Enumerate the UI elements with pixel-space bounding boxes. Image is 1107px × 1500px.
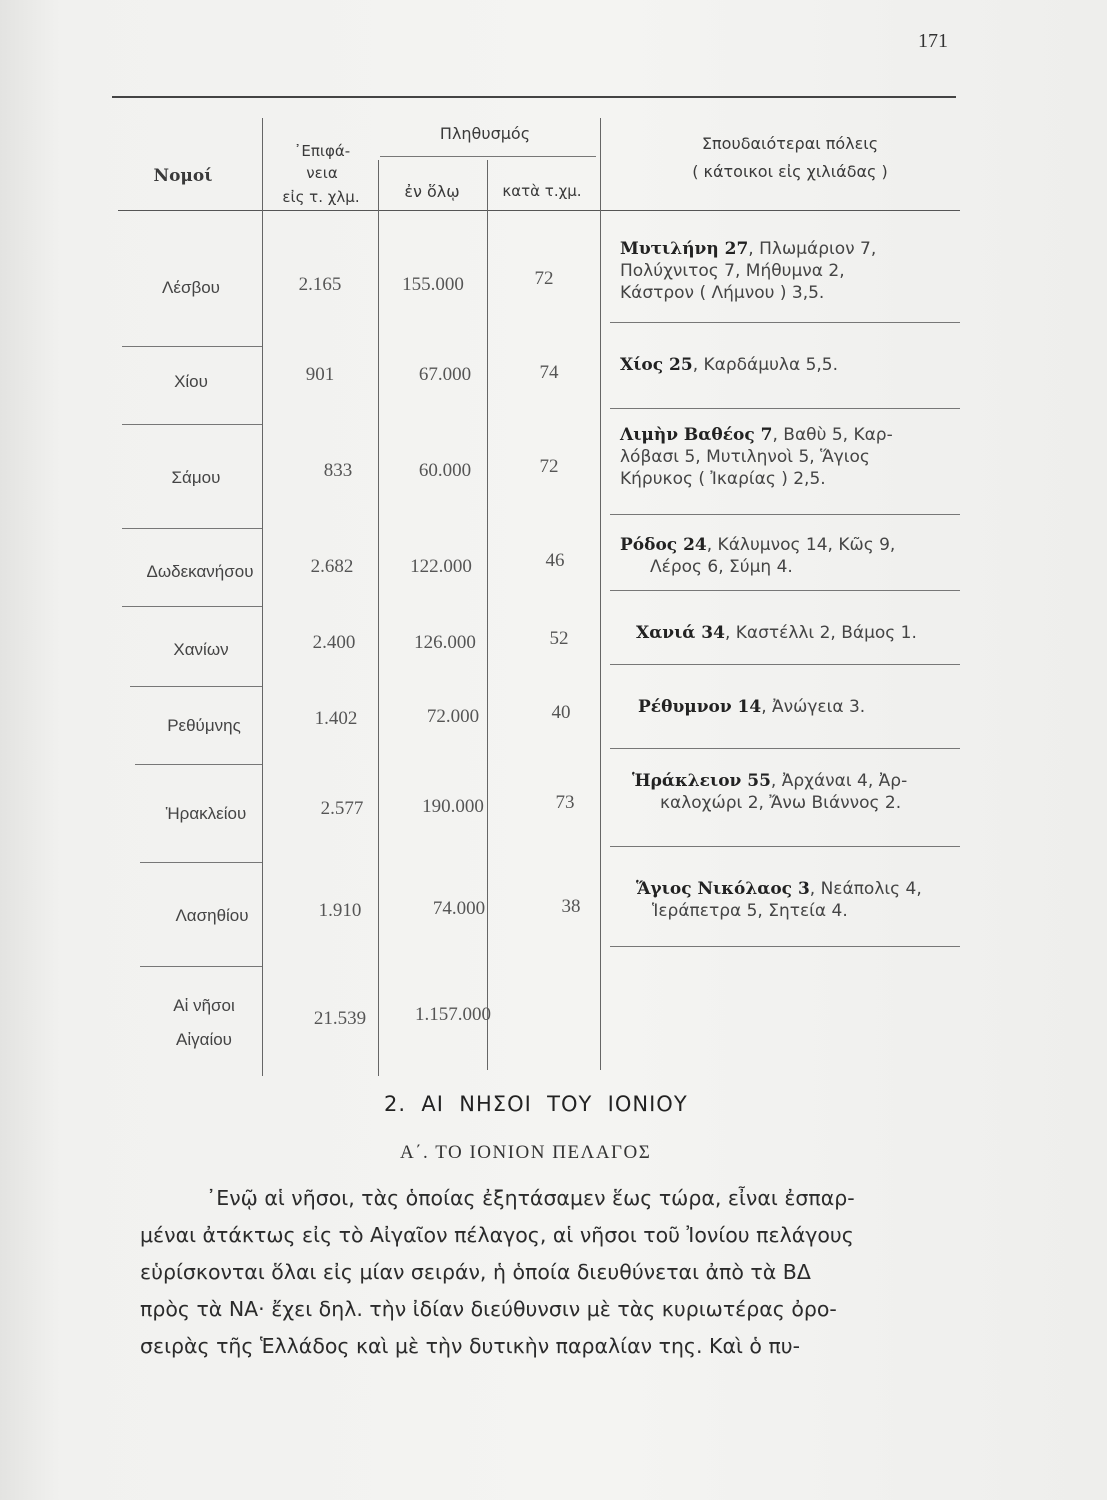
main-city: Λιμὴν Βαθέος 7 xyxy=(620,425,773,445)
row-rule xyxy=(610,664,960,665)
cities-cell xyxy=(638,696,988,718)
cities-text: , Καρδάμυλα 5,5. xyxy=(692,355,839,375)
pop-density-cell: 38 xyxy=(561,896,581,917)
area-cell: 2.165 xyxy=(298,274,342,295)
pop-total-cell: 190.000 xyxy=(422,796,484,817)
cities-cell xyxy=(620,424,970,490)
cities-text: , Ἀρχάναι 4, Ἀρ- xyxy=(770,771,908,791)
pop-total-cell: 122.000 xyxy=(410,556,472,577)
header-pop-density: κατὰ τ.χμ. xyxy=(502,182,582,200)
body-paragraph xyxy=(140,1180,1000,1365)
header-population: Πληθυσμός xyxy=(439,124,531,143)
nomos-cell: Λέσβου xyxy=(162,278,220,297)
main-city: Ρόδος 24 xyxy=(620,535,707,555)
main-city: Ἡράκλειον 55 xyxy=(632,771,771,791)
main-city: Μυτιλήνη 27 xyxy=(620,239,749,259)
cities-text: Πολύχνιτος 7, Μήθυμνα 2, xyxy=(620,261,845,281)
cities-cell xyxy=(620,534,970,578)
section-title: 2. ΑΙ ΝΗΣΟΙ ΤΟΥ ΙΟΝΙΟΥ xyxy=(384,1092,688,1116)
page-number: 171 xyxy=(918,30,948,52)
total-label-line2: Αἰγαίου xyxy=(176,1030,232,1049)
area-cell: 2.400 xyxy=(312,632,356,653)
cities-text: , Καστέλλι 2, Βάμος 1. xyxy=(724,623,917,643)
row-rule xyxy=(122,606,262,607)
header-bottom-rule xyxy=(118,210,960,211)
header-area-2: νεια xyxy=(306,164,338,182)
header-rule xyxy=(112,96,956,98)
cities-text: Λέρος 6, Σύμη 4. xyxy=(650,557,793,577)
area-cell: 1.910 xyxy=(318,900,362,921)
pop-density-cell: 40 xyxy=(551,702,571,723)
nomos-cell: Χίου xyxy=(174,372,208,391)
row-rule xyxy=(610,514,960,515)
area-cell: 1.402 xyxy=(314,708,358,729)
pop-total-cell: 126.000 xyxy=(414,632,476,653)
area-cell: 2.577 xyxy=(320,798,364,819)
row-rule xyxy=(140,966,262,967)
cities-text: , Πλωμάριον 7, xyxy=(748,239,877,259)
cities-cell xyxy=(636,878,986,922)
cities-cell xyxy=(636,622,986,644)
pop-density-cell: 52 xyxy=(549,628,569,649)
cities-text: , Βαθὺ 5, Καρ- xyxy=(772,425,893,445)
pop-total-cell: 155.000 xyxy=(402,274,464,295)
col-rule-2 xyxy=(378,160,379,1076)
cities-text: , Νεάπολις 4, xyxy=(809,879,922,899)
cities-text: λόβασι 5, Μυτιληνοὶ 5, Ἅγιος xyxy=(620,447,870,467)
row-rule xyxy=(610,408,960,409)
subheader-rule xyxy=(380,156,596,157)
header-cities-1: Σπουδαιότεραι πόλεις xyxy=(701,134,879,153)
header-cities-2: ( κάτοικοι εἰς χιλιάδας ) xyxy=(692,162,888,181)
cities-text: καλοχώρι 2, Ἄνω Βιάννος 2. xyxy=(660,793,902,813)
row-rule xyxy=(610,946,960,947)
main-city: Ἅγιος Νικόλαος 3 xyxy=(636,879,810,899)
row-rule xyxy=(122,528,262,529)
cities-text: Κήρυκος ( Ἰκαρίας ) 2,5. xyxy=(620,469,826,489)
body-line: μέναι ἀτάκτως εἰς τὸ Αἰγαῖον πέλαγος, αἱ νῆσοι τοῦ Ἰονίου πελάγους xyxy=(140,1223,854,1247)
pop-density-cell: 72 xyxy=(534,268,554,289)
nomos-cell: Λασηθίου xyxy=(175,906,249,925)
pop-density-cell: 73 xyxy=(555,792,575,813)
header-nomoi: Νομοί xyxy=(153,166,213,186)
section-subtitle: Α΄. ΤΟ ΙΟΝΙΟΝ ΠΕΛΑΓΟΣ xyxy=(400,1142,652,1163)
pop-density-cell: 72 xyxy=(539,456,559,477)
col-rule-1 xyxy=(262,118,263,1076)
row-rule xyxy=(610,322,960,323)
pop-density-cell: 74 xyxy=(539,362,559,383)
cities-text: , Ἀνώγεια 3. xyxy=(761,697,866,717)
row-rule xyxy=(122,346,262,347)
main-city: Χανιά 34 xyxy=(636,623,725,643)
pop-density-cell: 46 xyxy=(545,550,565,571)
nomos-cell: Ρεθύμνης xyxy=(167,716,241,735)
cities-cell xyxy=(620,354,970,376)
total-area: 21.539 xyxy=(313,1008,367,1029)
main-city: Χίος 25 xyxy=(620,355,693,375)
row-rule xyxy=(130,686,262,687)
area-cell: 2.682 xyxy=(310,556,354,577)
pop-total-cell: 74.000 xyxy=(432,898,486,919)
body-line: πρὸς τὰ ΝΑ· ἔχει δηλ. τὴν ἰδίαν διεύθυνσιν μὲ τὰς κυριωτέρας ὀρο- xyxy=(140,1297,837,1321)
col-rule-3 xyxy=(487,160,488,1070)
cities-text: Κάστρον ( Λήμνου ) 3,5. xyxy=(620,283,825,303)
col-rule-4 xyxy=(600,118,601,1070)
row-rule xyxy=(610,590,960,591)
total-population: 1.157.000 xyxy=(415,1004,491,1025)
body-line: σειρὰς τῆς Ἑλλάδος καὶ μὲ τὴν δυτικὴν παραλίαν της. Καὶ ὁ πυ- xyxy=(140,1334,801,1358)
row-rule xyxy=(610,846,960,847)
cities-text: , Κάλυμνος 14, Κῶς 9, xyxy=(706,535,896,555)
header-area-1: ᾿Επιφά- xyxy=(293,142,351,160)
body-line: εὑρίσκονται ὅλαι εἰς μίαν σειράν, ἡ ὁποία διευθύνεται ἀπὸ τὰ ΒΔ xyxy=(140,1260,811,1284)
pop-total-cell: 72.000 xyxy=(426,706,480,727)
row-rule xyxy=(122,424,262,425)
nomos-cell: Δωδεκανήσου xyxy=(146,562,254,581)
nomos-cell: Ἡρακλείου xyxy=(165,804,247,823)
area-cell: 901 xyxy=(305,364,335,385)
body-line: ᾿Ενῷ αἱ νῆσοι, τὰς ὁποίας ἐξητάσαμεν ἕως τώρα, εἶναι ἐσπαρ- xyxy=(206,1186,855,1210)
header-pop-total: ἐν ὅλῳ xyxy=(404,182,460,201)
cities-cell xyxy=(620,238,970,304)
nomos-cell: Χανίων xyxy=(173,640,229,659)
cities-cell xyxy=(632,770,982,814)
area-cell: 833 xyxy=(323,460,353,481)
nomos-cell: Σάμου xyxy=(171,468,221,487)
header-area-3: εἰς τ. χλμ. xyxy=(282,188,360,206)
row-rule xyxy=(140,862,262,863)
pop-total-cell: 60.000 xyxy=(418,460,472,481)
row-rule xyxy=(135,764,262,765)
row-rule xyxy=(610,748,960,749)
total-label-line1: Αἱ νῆσοι xyxy=(173,996,235,1015)
cities-text: Ἱεράπετρα 5, Σητεία 4. xyxy=(652,901,848,921)
pop-total-cell: 67.000 xyxy=(418,364,472,385)
main-city: Ρέθυμνον 14 xyxy=(638,697,762,717)
